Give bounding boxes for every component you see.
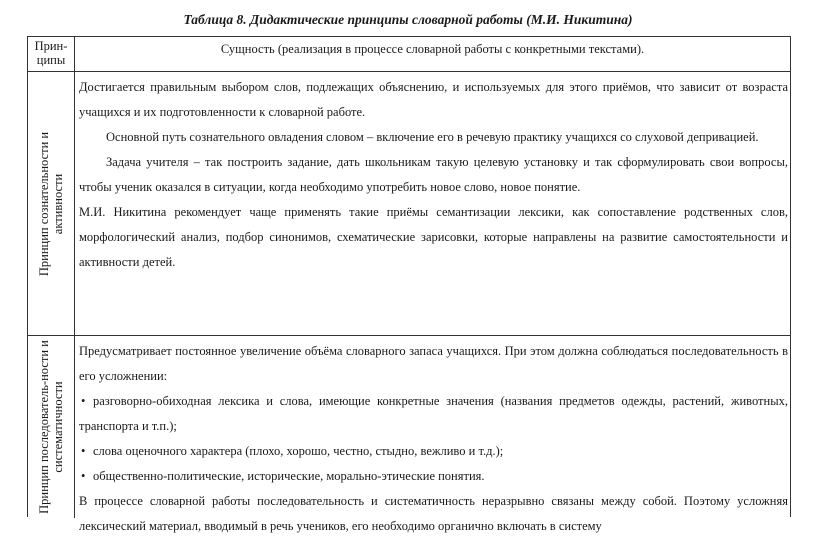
row-essence-consciousness bbox=[79, 75, 788, 275]
paragraph: М.И. Никитина рекомендует чаще применять такие приёмы семантизации лексики, как сопоставление родственных слов, морфологический анализ, подбор синонимов, схематические зарисовки, которые направлены на развитие самостоятельности и активности детей. bbox=[79, 205, 788, 269]
bullet-text: разговорно-обиходная лексика и слова, имеющие конкретные значения (названия предметов одежды, растений, животных, транспорта и т.п.); bbox=[79, 394, 788, 433]
header-divider bbox=[28, 71, 790, 72]
column-divider bbox=[74, 37, 75, 518]
principle-consciousness-line1: Принцип сознательности и bbox=[37, 131, 51, 276]
row-principle-consciousness bbox=[28, 72, 74, 335]
principle-consistency-line1: Принцип последователь-ности и bbox=[37, 340, 51, 514]
bullet-text: общественно-политические, исторические, морально-этические понятия. bbox=[93, 469, 485, 483]
bullet-item bbox=[79, 389, 788, 439]
paragraph: Достигается правильным выбором слов, подлежащих объяснению, и используемых для этого приёмов, что зависит от возраста учащихся и их подготовленности к словарной работе. bbox=[79, 80, 788, 119]
paragraph: В процессе словарной работы последовательность и систематичность неразрывно связаны между собой. Поэтому усложняя лексический материал, вводимый в речь учеников, его необходимо органично включать в систему bbox=[79, 494, 788, 533]
paragraph: Задача учителя – так построить задание, дать школьникам такую целевую установку и так сформулировать свои вопросы, чтобы ученик оказался в ситуации, когда необходимо употребить новое слово, новое понятие. bbox=[79, 155, 788, 194]
bullet-icon: • bbox=[81, 469, 86, 483]
paragraph: Предусматривает постоянное увеличение объёма словарного запаса учащихся. При этом должна соблюдаться последовательность в его усложнении: bbox=[79, 344, 788, 383]
header-principles-cell bbox=[28, 39, 74, 67]
bullet-item bbox=[79, 439, 788, 464]
header-essence-cell: Сущность (реализация в процессе словарной работы с конкретными текстами). bbox=[220, 42, 645, 56]
principles-table bbox=[27, 36, 791, 533]
bullet-text: слова оценочного характера (плохо, хорошо, честно, стыдно, вежливо и т.д.); bbox=[93, 444, 504, 458]
table-title: Таблица 8. Дидактические принципы словарной работы (М.И. Никитина) bbox=[183, 12, 633, 27]
row-divider bbox=[28, 335, 790, 336]
principle-consciousness-line2: активности bbox=[51, 173, 65, 234]
bullet-icon: • bbox=[81, 444, 86, 458]
header-principles-line2: ципы bbox=[36, 53, 66, 67]
row-principle-consistency bbox=[28, 336, 74, 518]
row-essence-consistency bbox=[79, 339, 788, 539]
bullet-item bbox=[79, 464, 788, 489]
header-principles-line1: Прин- bbox=[34, 39, 68, 53]
bullet-icon: • bbox=[81, 394, 86, 408]
paragraph: Основной путь сознательного овладения словом – включение его в речевую практику учащихся со слуховой депривацией. bbox=[106, 130, 759, 144]
principle-consistency-line2: систематичности bbox=[51, 381, 65, 473]
